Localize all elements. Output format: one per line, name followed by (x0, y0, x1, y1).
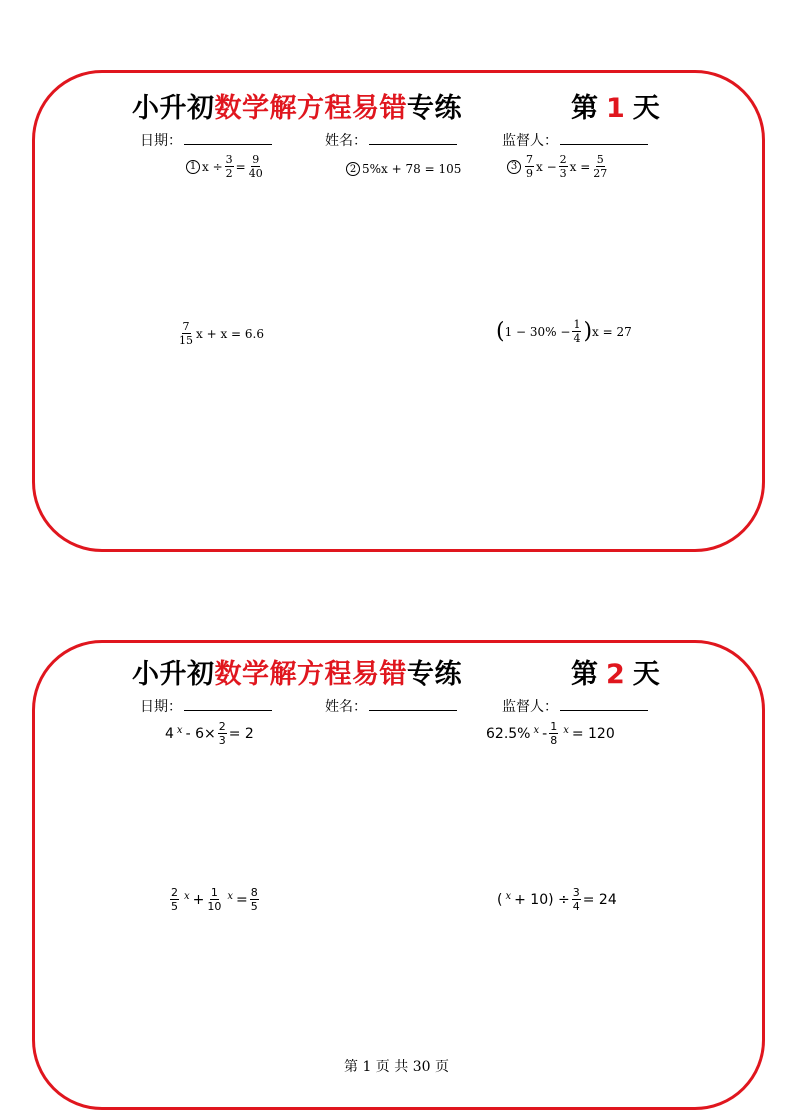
day1-equation-5: ( 1 − 30% − $\frac{1}{4}$ ) x = 27 (496, 318, 632, 345)
day1-title: 小升初数学解方程易错专练 (132, 93, 462, 124)
day2-equation-4: ( x + 10) ÷ $\frac{3}{4}$ = 24 (497, 886, 617, 913)
day2-day-label: 第 2 天 (571, 659, 660, 690)
day2-equation-3: $\frac{2}{5}$ x + $\frac{1}{10}$ x = $\frac{8}{5}$ (171, 886, 258, 913)
day2-name-field[interactable]: 姓名： (325, 696, 457, 716)
day2-title: 小升初数学解方程易错专练 (132, 659, 462, 690)
day2-supervisor-field[interactable]: 监督人： (502, 696, 648, 716)
day2-date-field[interactable]: 日期： (140, 696, 272, 716)
day1-day-label: 第 1 天 (571, 93, 660, 124)
day1-equation-1: 1 x ÷ $\frac{3}{2}$ = $\frac{9}{40}$ (186, 153, 266, 180)
day2-equation-1: 4 x - 6× $\frac{2}{3}$ = 2 (165, 720, 254, 747)
day1-date-field[interactable]: 日期： (140, 130, 272, 150)
day2-equation-2: 62.5% x - $\frac{1}{8}$ x = 120 (486, 720, 615, 747)
day1-name-field[interactable]: 姓名： (325, 130, 457, 150)
day1-equation-2: 2 5%x + 78 = 105 (346, 162, 461, 176)
page-footer: 第 1 页 共 30 页 (344, 1059, 449, 1075)
day1-equation-4: $\frac{7}{15}$ x + x = 6.6 (179, 320, 264, 347)
day1-equation-3: 3 $\frac{7}{9}$ x − $\frac{2}{3}$ x = $\frac{5}{27}$ (507, 153, 610, 180)
day1-supervisor-field[interactable]: 监督人： (502, 130, 648, 150)
